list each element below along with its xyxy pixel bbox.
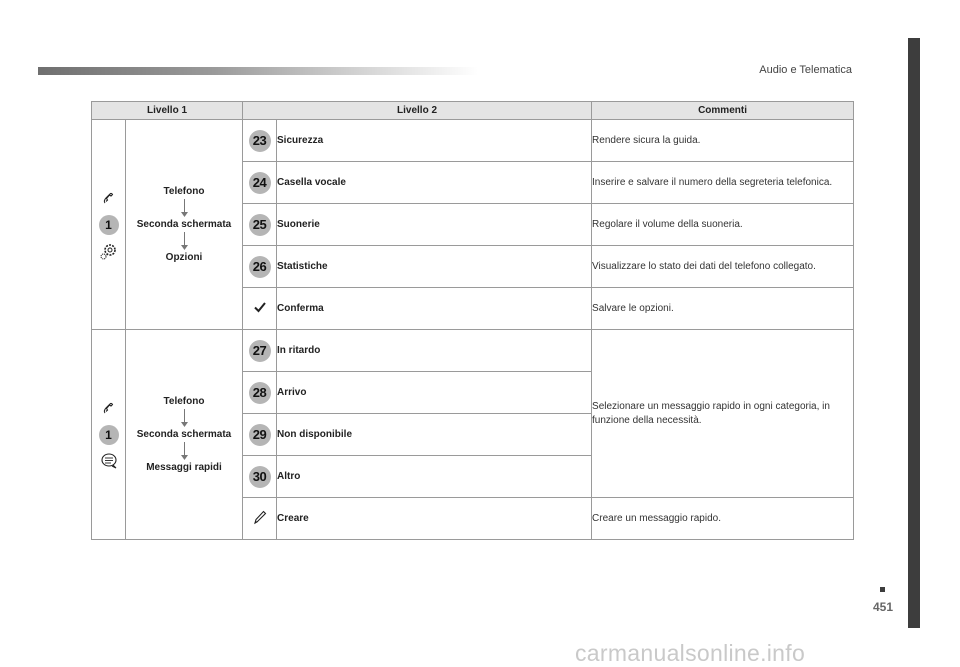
level2-label: Arrivo: [277, 372, 592, 414]
comment: Salvare le opzioni.: [592, 288, 854, 330]
checkmark-icon: [253, 300, 267, 314]
header-commenti: Commenti: [592, 102, 854, 120]
table-header-row: [92, 102, 854, 120]
item-number-badge: 23: [249, 130, 271, 152]
comment: Rendere sicura la guida.: [592, 120, 854, 162]
level2-label: Statistiche: [277, 246, 592, 288]
watermark: carmanualsonline.info: [575, 640, 806, 666]
arrow-down-icon: [180, 440, 189, 462]
table-row: [92, 330, 854, 372]
level1-path-group-2: [126, 330, 243, 540]
level2-label: Altro: [277, 456, 592, 498]
item-number-badge: 28: [249, 382, 271, 404]
header-livello-1: Livello 1: [92, 102, 243, 120]
page-number: 451: [872, 600, 894, 614]
level2-label: Sicurezza: [277, 120, 592, 162]
item-number-badge: 26: [249, 256, 271, 278]
item-number-badge: 27: [249, 340, 271, 362]
item-number-badge: 24: [249, 172, 271, 194]
comment: Inserire e salvare il numero della segreteria telefonica.: [592, 162, 854, 204]
arrow-down-icon: [180, 407, 189, 429]
arrow-down-icon: [180, 230, 189, 252]
level2-label: Non disponibile: [277, 414, 592, 456]
section-title: Audio e Telematica: [759, 64, 852, 76]
menu-table: [91, 101, 854, 540]
level2-label: In ritardo: [277, 330, 592, 372]
level2-label: Suonerie: [277, 204, 592, 246]
path-step: Telefono: [163, 186, 205, 197]
level2-label: Casella vocale: [277, 162, 592, 204]
path-step: Opzioni: [165, 252, 203, 263]
path-step: Messaggi rapidi: [146, 462, 222, 473]
settings-gear-icon: [99, 241, 119, 261]
number-badge: 1: [99, 215, 119, 235]
page-marker: [880, 587, 885, 592]
path-step: Seconda schermata: [136, 219, 232, 230]
chapter-tab-bar: [908, 38, 920, 628]
header-gradient-bar: [38, 67, 478, 75]
level2-label: Creare: [277, 498, 592, 540]
item-number-badge: 29: [249, 424, 271, 446]
comment: Visualizzare lo stato dei dati del telefono collegato.: [592, 246, 854, 288]
level1-icons-group-1: [92, 120, 126, 330]
path-step: Telefono: [163, 396, 205, 407]
table-row: [92, 120, 854, 162]
message-icon: [99, 451, 119, 471]
comment: Creare un messaggio rapido.: [592, 498, 854, 540]
item-number-badge: 30: [249, 466, 271, 488]
level1-path-group-1: [126, 120, 243, 330]
phone-icon: [99, 189, 119, 209]
item-number-badge: 25: [249, 214, 271, 236]
level2-label: Conferma: [277, 288, 592, 330]
number-badge: 1: [99, 425, 119, 445]
phone-icon: [99, 399, 119, 419]
level1-icons-group-2: [92, 330, 126, 540]
shared-comment: Selezionare un messaggio rapido in ogni categoria, in funzione della necessità.: [592, 330, 854, 498]
pencil-icon: [253, 509, 267, 525]
header-livello-2: Livello 2: [243, 102, 592, 120]
arrow-down-icon: [180, 197, 189, 219]
comment: Regolare il volume della suoneria.: [592, 204, 854, 246]
path-step: Seconda schermata: [136, 429, 232, 440]
